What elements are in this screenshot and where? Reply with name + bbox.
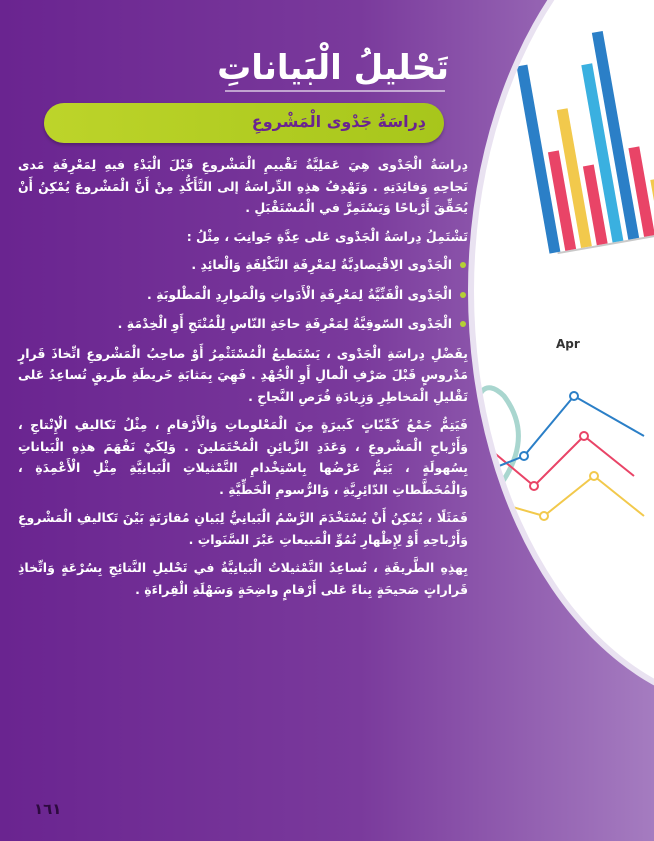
paragraph-aspects: تَشْتَمِلُ دِراسَةُ الْجَدْوى عَلى عِدَّةِ جَوانِبَ ، مِثْلُ :	[186, 228, 468, 244]
section-banner	[44, 103, 444, 143]
chart-photo	[468, 0, 654, 712]
paragraph-intro: دِراسَةُ الْجَدْوى هِيَ عَمَلِيَّةُ تَقْييمِ الْمَشْروعِ قَبْلَ الْبَدْءِ فيهِ لِمَعْرِفَةِ مَدى نَجاحِهِ وَفائِدَتِهِ . وَتَهْدِفُ هذِهِ الدِّراسَةُ إلى التَّأَكُّدِ مِنْ أَنَّ الْمَشْروعَ يُمْكِنُ أَنْ يُحَقِّقَ أَرْباحًا وَيَسْتَمِرَّ في الْمُسْتَقْبَلِ .	[18, 157, 468, 215]
paragraph-conclusion: بِهذِهِ الطَّريقَةِ ، تُساعِدُ التَّمْثيلاتُ الْبَيانِيَّةُ في تَحْليلِ النَّتائِجِ بِسُرْعَةٍ وَاتِّخاذِ قَراراتٍ صَحيحَةٍ بِناءً عَلى أَرْقامٍ واضِحَةٍ وَسَهْلَةِ الْقِراءَةِ .	[18, 560, 468, 597]
chart-axis-label: Apr	[556, 337, 580, 351]
page-title: تَحْليلُ الْبَياناتِ	[217, 48, 449, 88]
paragraph-benefits: بِفَضْلِ دِراسَةِ الْجَدْوى ، يَسْتَطيعُ الْمُسْتَثْمِرُ أَوْ صاحِبُ الْمَشْروعِ اتِّخاذَ قَرارٍ مَدْروسٍ قَبْلَ صَرْفِ الْمالِ أَوِ الْجُهْدِ . فَهِيَ بِمَثابَةِ خَريطَةِ طَريقٍ تُساعِدُ عَلى تَقْليلِ الْمَخاطِرِ وَزِيادَةِ فُرَصِ النَّجاحِ .	[18, 345, 468, 404]
title-underline	[225, 90, 445, 92]
page-number: ١٦١	[34, 800, 62, 818]
chart-photo-illustration	[474, 0, 654, 706]
list-item: الْجَدْوى الِاقْتِصادِيَّةُ لِمَعْرِفَةِ التَّكْلِفَةِ وَالْعائِدِ .	[18, 254, 468, 276]
paragraph-data-collection: فَيَتِمُّ جَمْعُ كَمِّيّاتٍ كَبيرَةٍ مِنَ الْمَعْلوماتِ وَالْأَرْقامِ ، مِثْلُ تَكاليفِ الْإِنْتاجِ ، وَأَرْباحِ الْمَشْروعِ ، وَعَدَدِ الزَّبائِنِ الْمُحْتَمَلينَ . وَلِكَيْ نَفْهَمَ هذِهِ الْبَياناتِ بِسُهولَةٍ ، يَتِمُّ عَرْضُها بِاسْتِخْدامِ التَّمْثيلاتِ الْبَيانِيَّةِ مِثْلِ الْأَعْمِدَةِ ، وَالْمُخَطَّطاتِ الدّائِرِيَّةِ ، وَالرُّسومِ الْخَطِّيَّةِ .	[18, 417, 468, 497]
paragraph-example: فَمَثَلًا ، يُمْكِنُ أَنْ يُسْتَخْدَمَ الرَّسْمُ الْبَيانِيُّ لِبَيانِ مُقارَنَةٍ بَيْنَ تَكاليفِ الْمَشْروعِ وَأَرْباحِهِ أَوْ لِإِظْهارِ نُمُوِّ الْمَبيعاتِ عَبْرَ السَّنَواتِ .	[18, 510, 468, 547]
section-subtitle: دِراسَةُ جَدْوى الْمَشْروعِ	[251, 112, 426, 131]
aspects-list	[18, 254, 468, 335]
list-item: الْجَدْوى السّوقِيَّةُ لِمَعْرِفَةِ حاجَةِ النّاسِ لِلْمُنْتَجِ أَوِ الْخِدْمَةِ .	[18, 313, 468, 335]
list-item: الْجَدْوى الْفَنِّيَّةُ لِمَعْرِفَةِ الْأَدَواتِ وَالْمَوارِدِ الْمَطْلوبَةِ .	[18, 284, 468, 306]
article-body	[18, 154, 468, 607]
